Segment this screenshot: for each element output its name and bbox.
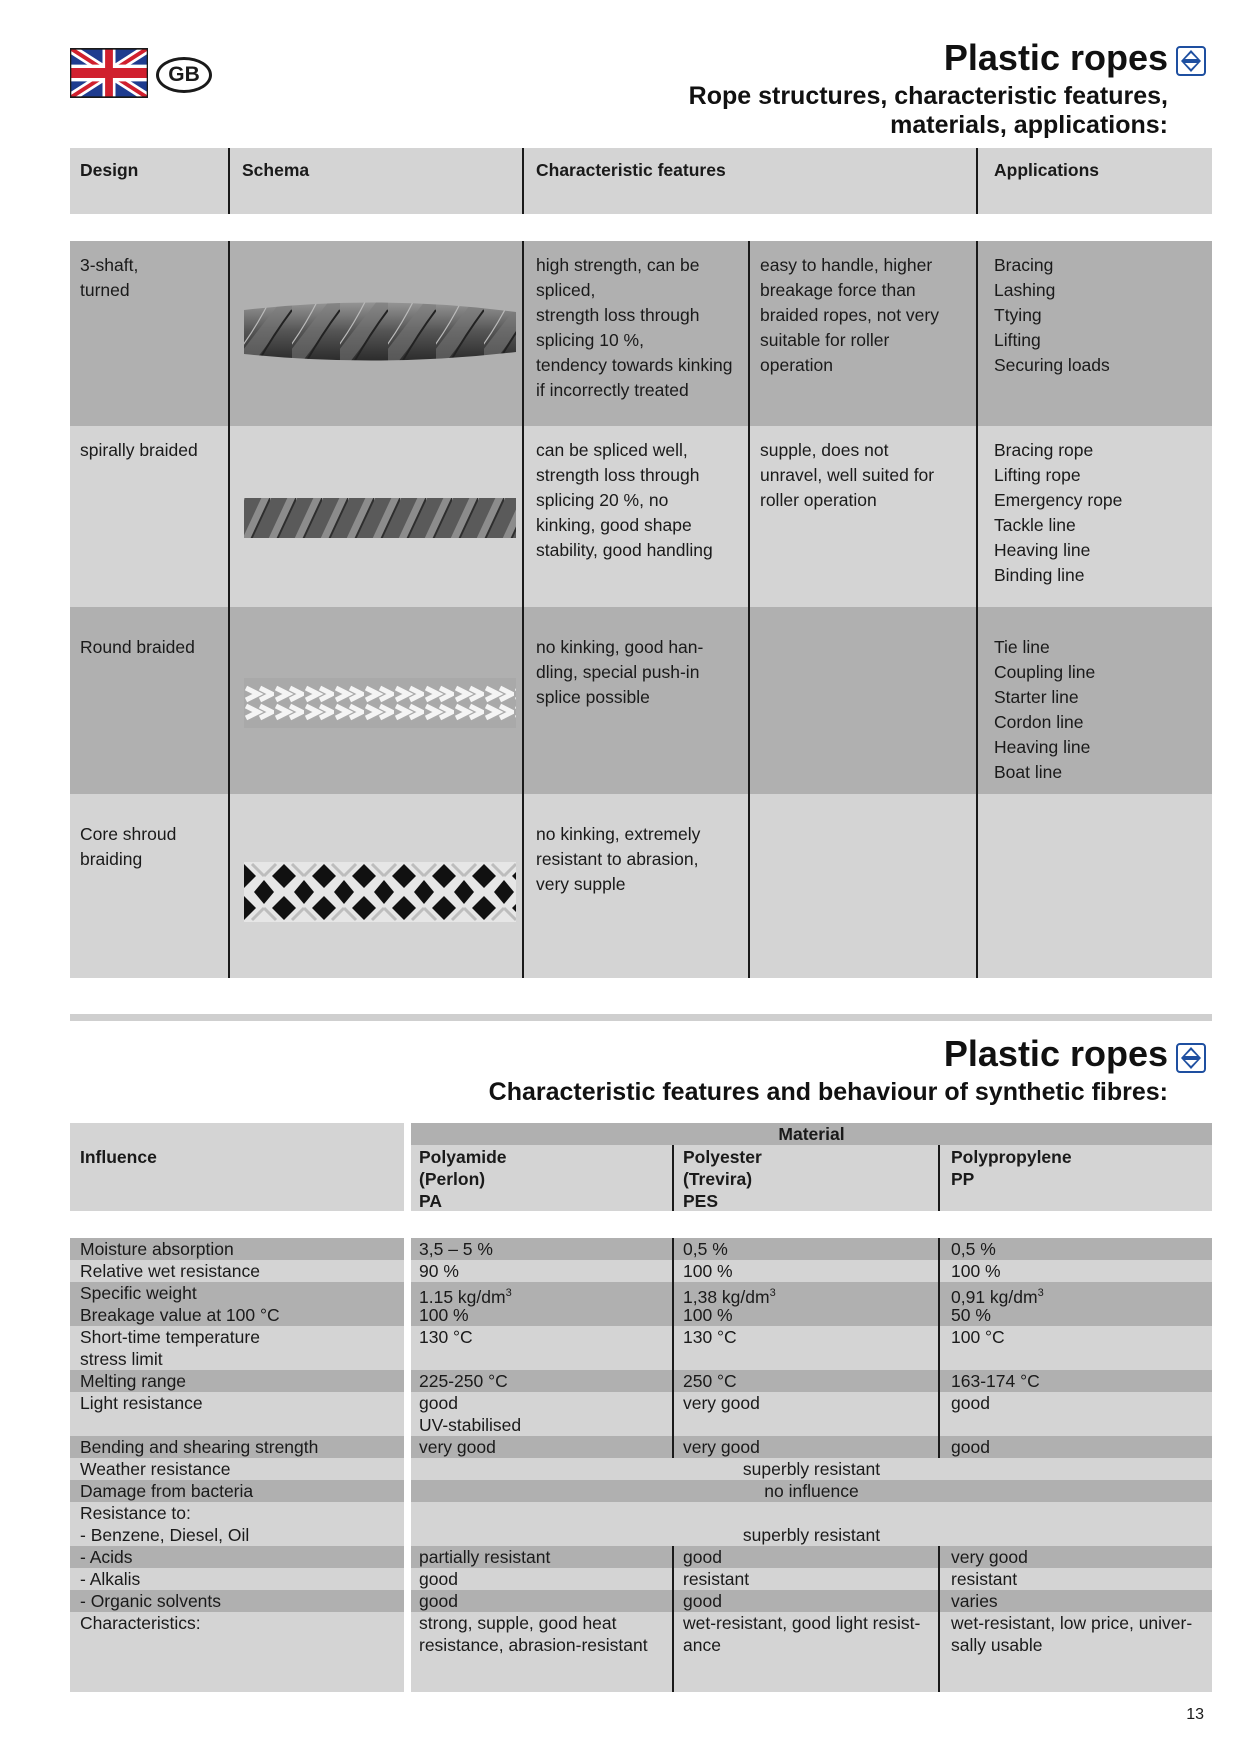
brand-logo-icon [1176, 1043, 1206, 1073]
column-divider [522, 148, 524, 214]
influence-label: Melting range [80, 1371, 187, 1391]
value-pa: 130 °C [419, 1327, 473, 1347]
column-divider [938, 1238, 940, 1458]
value-pa-continued: resistance, abrasion-resistant [419, 1635, 648, 1655]
value-pa: good [419, 1591, 458, 1611]
value-pes: very good [683, 1437, 760, 1457]
value-pa-continued: UV-stabilised [419, 1415, 522, 1435]
value-pp-continued: sally usable [951, 1635, 1043, 1655]
value-pes: good [683, 1547, 722, 1567]
value-pp: 0,5 % [951, 1239, 996, 1259]
value-pa: strong, supple, good heat [419, 1613, 617, 1633]
influence-label: Breakage value at 100 °C [80, 1305, 280, 1325]
value-pa: 3,5 – 5 % [419, 1239, 493, 1259]
value-pes: 100 % [683, 1261, 733, 1281]
value-pes: 250 °C [683, 1371, 737, 1391]
value-all-materials: superbly resistant [742, 1459, 881, 1479]
material-polyamide-header: Polyamide (Perlon) PA [419, 1147, 507, 1211]
influence-label: Damage from bacteria [80, 1481, 254, 1501]
value-pes: good [683, 1591, 722, 1611]
value-pes: wet-resistant, good light resist- [683, 1613, 921, 1633]
value-pes: 1,38 $kg/dm^3$ [683, 1286, 776, 1307]
table-row: Round braided no kinking, good han- dling, special push-in splice possible Tie line Coupling line Starter line Cordon line Heaving line Boat line [70, 607, 1212, 794]
table-row: 3-shaft, turned high strength, can be spliced, strength loss through splicing 10 %, tendency towards kinking if incorrectly treated easy to handle, higher breakage force than braided ropes, not very suitable for roller operation Bracing Lashing Ttying Lifting Securing loads [70, 241, 1212, 426]
column-header-design: Design [80, 160, 139, 180]
value-pes: 0,5 % [683, 1239, 728, 1259]
section-divider [70, 1014, 1212, 1021]
uk-flag-icon [70, 48, 148, 98]
column-divider [672, 1546, 674, 1692]
round-braided-rope-image [244, 674, 516, 732]
column-divider [748, 241, 750, 978]
influence-label: Specific weight [80, 1283, 197, 1303]
page-subtitle-line1: Rope structures, characteristic features, [688, 82, 1168, 110]
value-pp: 100 % [951, 1261, 1001, 1281]
value-pp: 100 °C [951, 1327, 1005, 1347]
spiral-braided-rope-image [244, 490, 516, 546]
value-all-materials: no influence [764, 1481, 859, 1501]
value-pa: very good [419, 1437, 496, 1457]
table-row: spirally braided can be spliced well, strength loss through splicing 20 %, no kinking, good shape stability, good handling supple, does not unravel, well suited for roller operation Bracing rope Lifting rope Emergency rope Tackle line Heaving line Binding line [70, 426, 1212, 607]
column-header-schema: Schema [242, 160, 310, 180]
value-pa: 1.15 $kg/dm^3$ [419, 1286, 512, 1307]
value-pa: partially resistant [419, 1547, 551, 1567]
influence-label: Light resistance [80, 1393, 203, 1413]
column-divider [938, 1546, 940, 1692]
value-pes: 100 % [683, 1305, 733, 1325]
fibre-section-title: Plastic ropes [943, 1033, 1168, 1074]
value-pa: 90 % [419, 1261, 459, 1281]
influence-label: - Organic solvents [80, 1591, 222, 1611]
influence-label-continued: stress limit [80, 1349, 163, 1369]
value-pa: good [419, 1393, 458, 1413]
column-divider [938, 1145, 940, 1211]
page-subtitle-line2: materials, applications: [890, 111, 1168, 139]
influence-label: Bending and shearing strength [80, 1437, 319, 1457]
column-header-features: Characteristic features [536, 160, 726, 180]
value-pes-continued: ance [683, 1635, 721, 1655]
influence-label: Resistance to: [80, 1503, 191, 1523]
column-header-applications: Applications [994, 160, 1100, 180]
value-pp: 163-174 °C [951, 1371, 1040, 1391]
value-pes: resistant [683, 1569, 750, 1589]
value-pp: wet-resistant, low price, univer- [951, 1613, 1193, 1633]
column-divider [976, 148, 978, 214]
rope-table-header [70, 148, 1212, 214]
value-pp: resistant [951, 1569, 1018, 1589]
value-pp: very good [951, 1547, 1028, 1567]
column-divider [228, 241, 230, 978]
column-divider [672, 1145, 674, 1211]
page-number: 13 [1186, 1706, 1204, 1723]
page-heading [689, 38, 1168, 140]
influence-label: - Acids [80, 1547, 133, 1567]
value-pa: good [419, 1569, 458, 1589]
twisted-rope-image [244, 300, 516, 362]
influence-label: Characteristics: [80, 1613, 201, 1633]
influence-label: Short-time temperature [80, 1327, 260, 1347]
value-pa: 225-250 °C [419, 1371, 508, 1391]
value-all-materials: superbly resistant [742, 1525, 881, 1545]
value-pes: very good [683, 1393, 760, 1413]
influence-label: Moisture absorption [80, 1239, 234, 1259]
influence-label-continued: - Benzene, Diesel, Oil [80, 1525, 250, 1545]
column-divider [228, 148, 230, 214]
country-badge: GB [156, 57, 212, 93]
value-pp: varies [951, 1591, 998, 1611]
value-pp: good [951, 1393, 990, 1413]
influence-label: Weather resistance [80, 1459, 231, 1479]
fibre-section-subtitle: Characteristic features and behaviour of synthetic fibres: [488, 1078, 1168, 1106]
influence-label: - Alkalis [80, 1569, 141, 1589]
value-pes: 130 °C [683, 1327, 737, 1347]
influence-header: Influence [80, 1147, 157, 1167]
column-divider [672, 1238, 674, 1458]
fibre-table-body [70, 1238, 1212, 1692]
value-pp: 50 % [951, 1305, 991, 1325]
page-title: Plastic ropes [943, 37, 1168, 78]
value-pa: 100 % [419, 1305, 469, 1325]
fibre-table-header [70, 1123, 1212, 1211]
brand-logo-icon [1176, 46, 1206, 76]
core-shroud-rope-image [244, 860, 516, 924]
material-polyester-header: Polyester (Trevira) PES [683, 1147, 762, 1211]
table-row: Core shroud braiding no kinking, extremely resistant to abrasion, very supple [70, 794, 1212, 978]
influence-label: Relative wet resistance [80, 1261, 260, 1281]
value-pp: good [951, 1437, 990, 1457]
column-divider [976, 241, 978, 978]
material-header: Material [411, 1123, 1212, 1145]
fibre-section-heading [489, 1034, 1168, 1107]
material-polypropylene-header: Polypropylene PP [951, 1147, 1072, 1189]
value-pp: 0,91 $kg/dm^3$ [951, 1286, 1044, 1307]
column-divider [522, 241, 524, 978]
